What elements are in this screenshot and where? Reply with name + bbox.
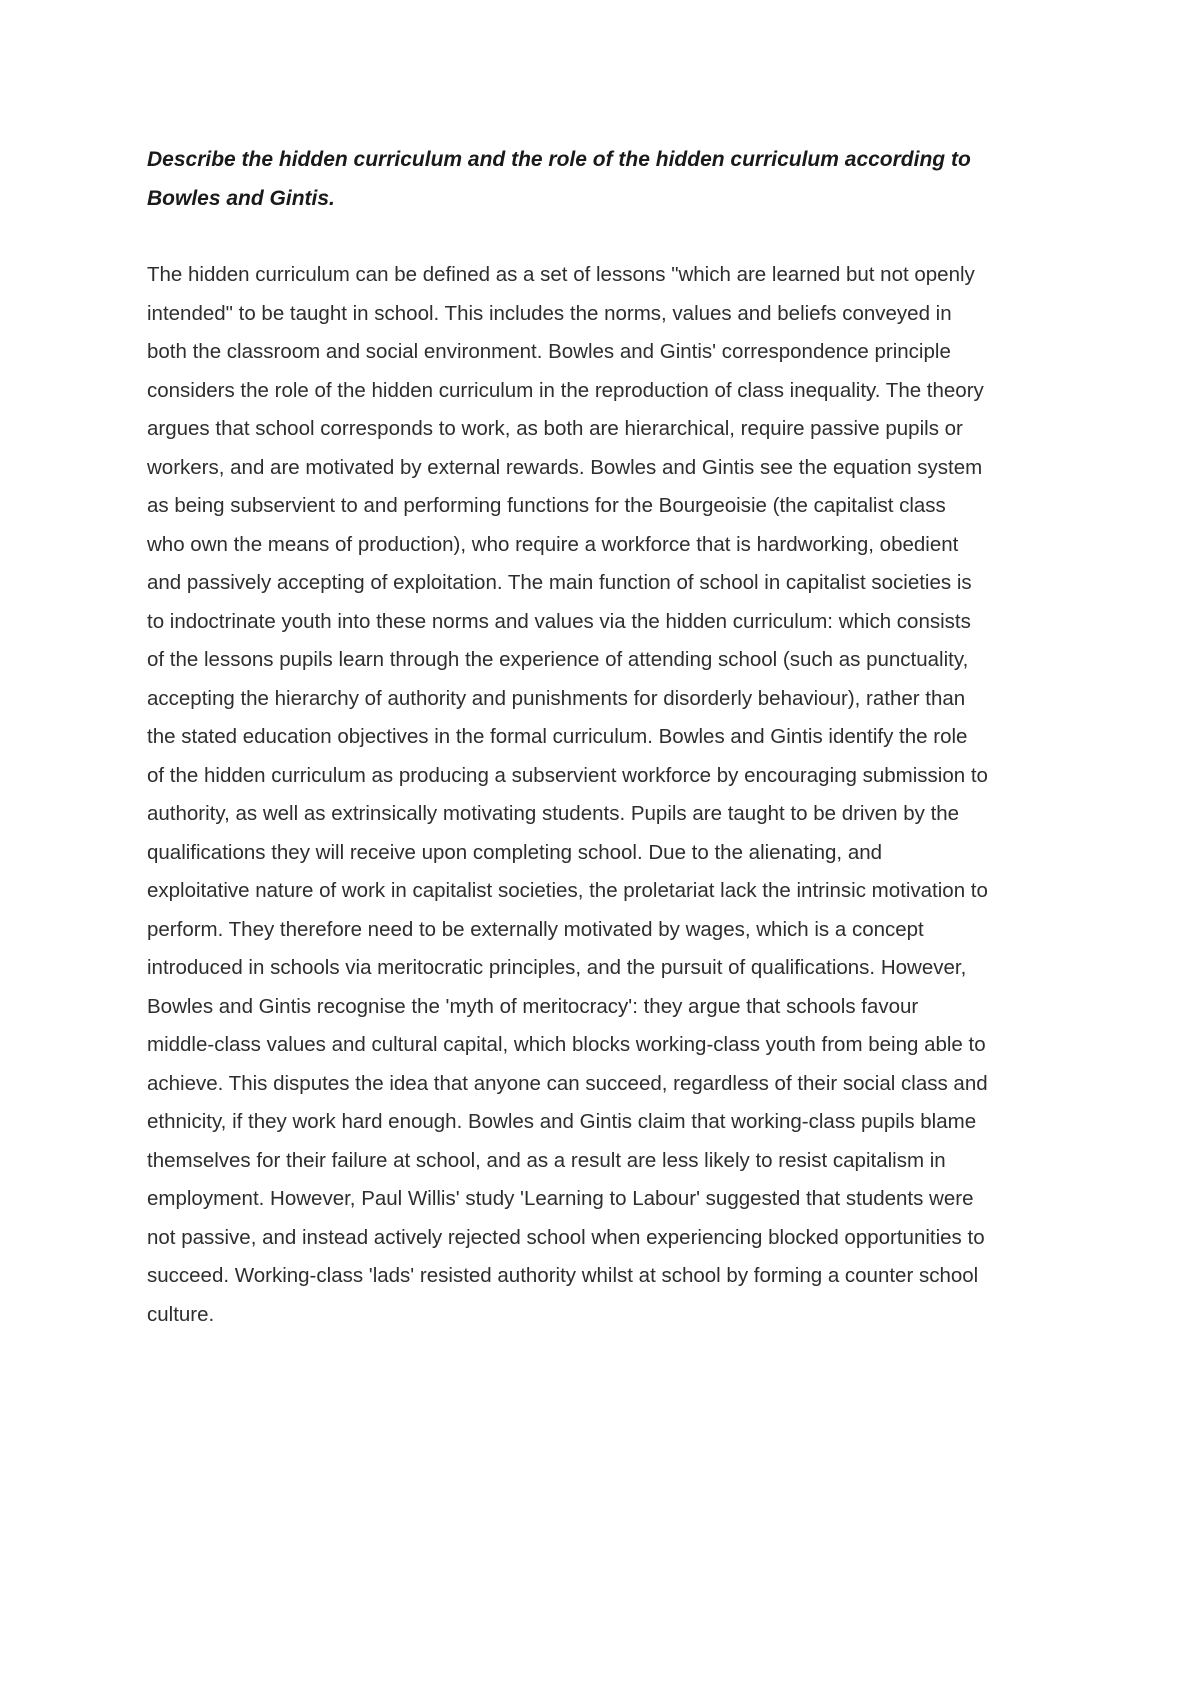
body-line: middle-class values and cultural capital, which blocks working-class youth from being able to bbox=[147, 1033, 986, 1056]
body-line: exploitative nature of work in capitalist societies, the proletariat lack the intrinsic motivation to bbox=[147, 879, 988, 902]
body-line: culture. bbox=[147, 1302, 215, 1326]
body-line: Bowles and Gintis recognise the 'myth of meritocracy': they argue that schools favour bbox=[147, 994, 919, 1018]
body-line: not passive, and instead actively rejected school when experiencing blocked opportunities to bbox=[147, 1225, 985, 1249]
body-line: and passively accepting of exploitation. The main function of school in capitalist societies is bbox=[147, 571, 972, 594]
body-line: the stated education objectives in the formal curriculum. Bowles and Gintis identify the role bbox=[147, 725, 968, 748]
title-line: Describe the hidden curriculum and the role of the hidden curriculum according to bbox=[147, 148, 971, 171]
body-line: employment. However, Paul Willis' study 'Learning to Labour' suggested that students were bbox=[147, 1187, 974, 1210]
body-line: considers the role of the hidden curriculum in the reproduction of class inequality. The theory bbox=[147, 378, 984, 402]
body-line: both the classroom and social environment. Bowles and Gintis' correspondence principle bbox=[147, 340, 951, 363]
body-line: perform. They therefore need to be externally motivated by wages, which is a concept bbox=[147, 917, 924, 941]
body-line: achieve. This disputes the idea that anyone can succeed, regardless of their social class and bbox=[147, 1071, 988, 1095]
body-line: introduced in schools via meritocratic principles, and the pursuit of qualifications. However, bbox=[147, 956, 967, 979]
title-line: Bowles and Gintis. bbox=[147, 186, 335, 210]
body-line: authority, as well as extrinsically motivating students. Pupils are taught to be driven by the bbox=[147, 802, 960, 825]
body-line: intended" to be taught in school. This includes the norms, values and beliefs conveyed in bbox=[147, 301, 952, 325]
document-body bbox=[147, 256, 1077, 1334]
body-line: qualifications they will receive upon completing school. Due to the alienating, and bbox=[147, 840, 883, 864]
body-line: of the lessons pupils learn through the experience of attending school (such as punctuality, bbox=[147, 648, 969, 671]
body-line: who own the means of production), who require a workforce that is hardworking, obedient bbox=[147, 532, 959, 556]
body-line: themselves for their failure at school, and as a result are less likely to resist capitalism in bbox=[147, 1148, 946, 1172]
body-line: of the hidden curriculum as producing a subservient workforce by encouraging submission to bbox=[147, 763, 988, 787]
body-line: as being subservient to and performing functions for the Bourgeoisie (the capitalist class bbox=[147, 494, 946, 517]
body-line: ethnicity, if they work hard enough. Bowles and Gintis claim that working-class pupils blame bbox=[147, 1110, 977, 1133]
body-line: workers, and are motivated by external rewards. Bowles and Gintis see the equation system bbox=[147, 455, 983, 479]
body-line: accepting the hierarchy of authority and punishments for disorderly behaviour), rather than bbox=[147, 686, 966, 710]
body-line: argues that school corresponds to work, as both are hierarchical, require passive pupils or bbox=[147, 417, 963, 440]
document-title bbox=[147, 141, 1067, 218]
body-line: The hidden curriculum can be defined as a set of lessons "which are learned but not openly bbox=[147, 263, 975, 286]
body-line: to indoctrinate youth into these norms and values via the hidden curriculum: which consists bbox=[147, 609, 971, 633]
body-line: succeed. Working-class 'lads' resisted authority whilst at school by forming a counter school bbox=[147, 1264, 979, 1287]
